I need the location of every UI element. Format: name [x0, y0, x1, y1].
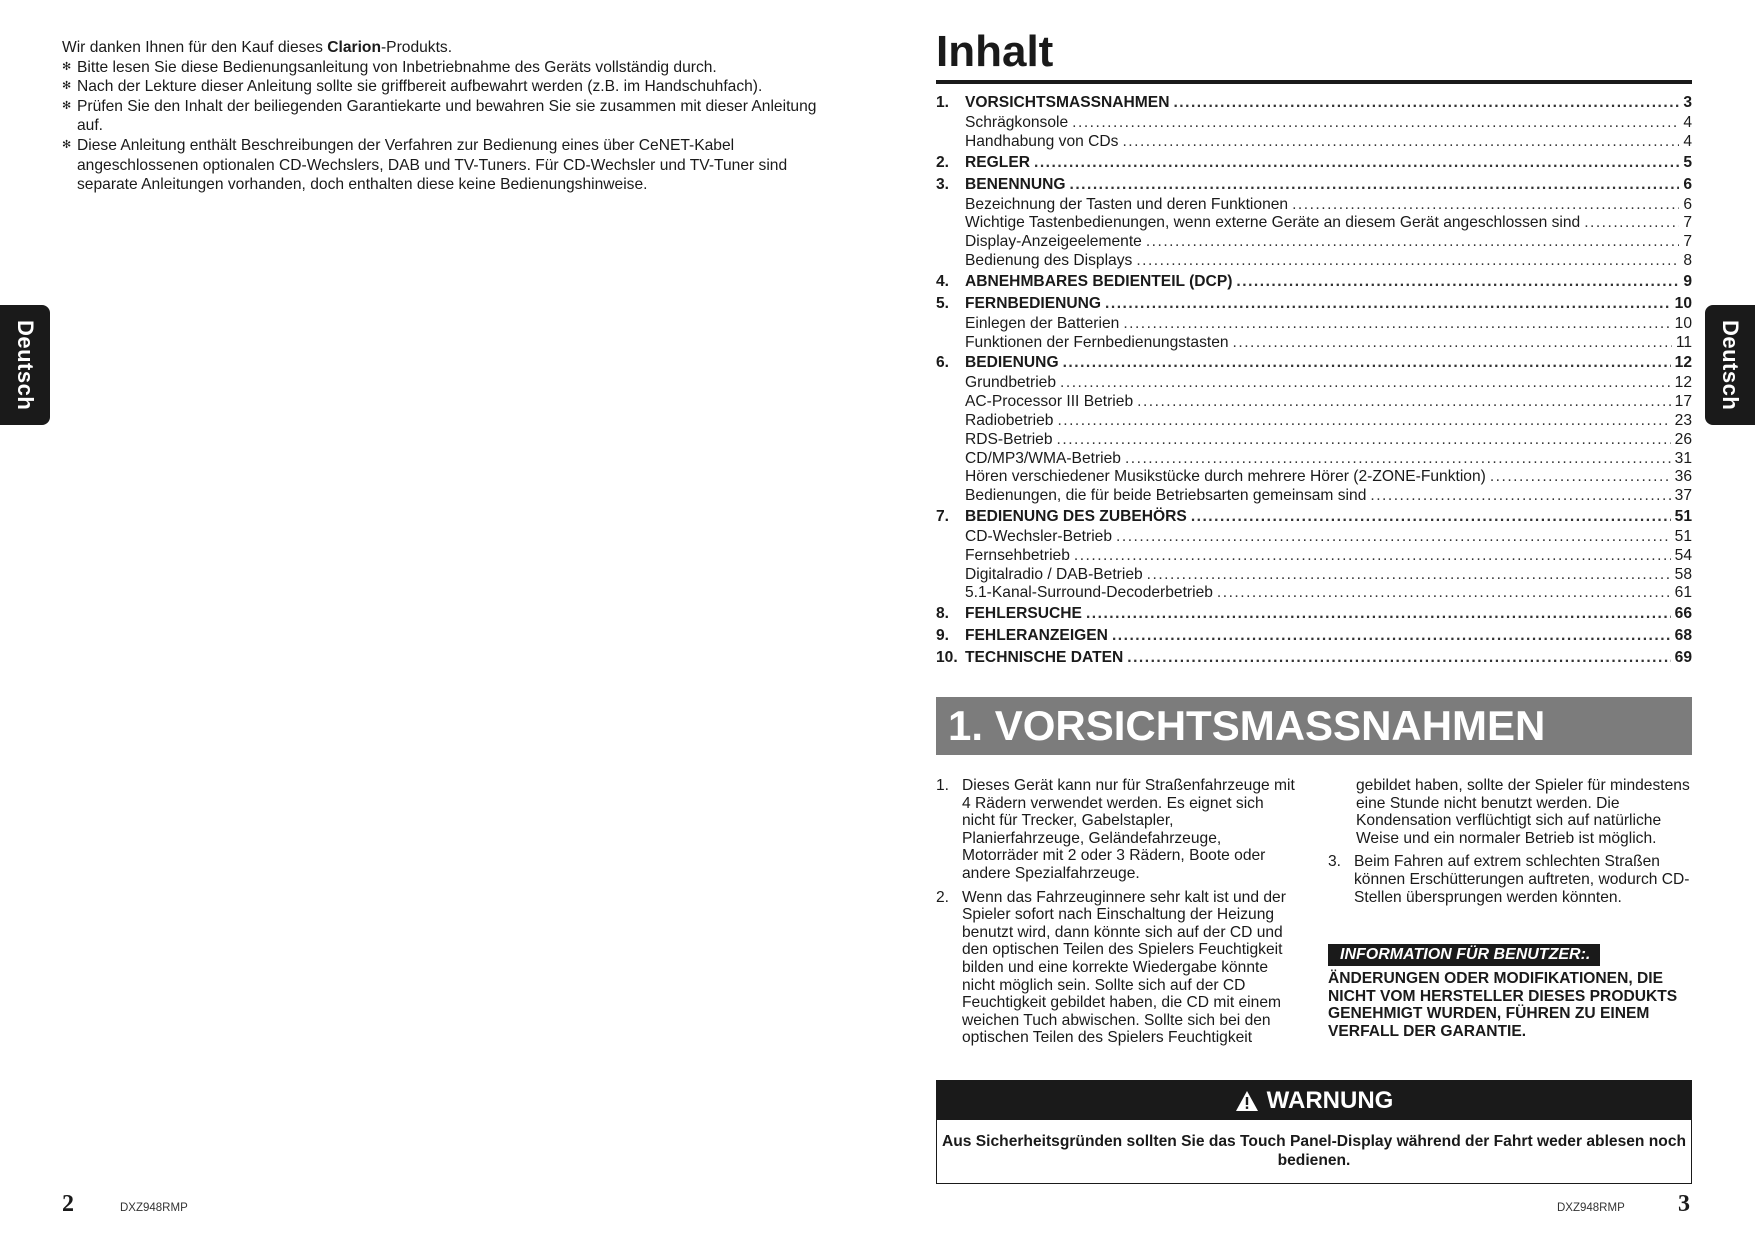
toc-leader-dots — [1086, 603, 1671, 625]
toc-leader-dots — [1191, 506, 1671, 528]
toc-page: 3 — [1683, 94, 1692, 111]
intro-bullet: ✻ Nach der Lekture dieser Anleitung sollte sie griffbereit aufbewahrt werden (z.B. im Handschuhfach). — [62, 78, 763, 96]
asterisk-icon: ✻ — [62, 60, 72, 73]
warning-triangle-icon — [1235, 1090, 1259, 1112]
toc-label: Grundbetrieb — [965, 374, 1057, 392]
toc-entry — [936, 315, 1692, 334]
toc-entry — [936, 393, 1692, 412]
user-information-label: INFORMATION FÜR BENUTZER:. — [1328, 944, 1600, 966]
toc-page: 4 — [1683, 114, 1692, 131]
toc-leader-dots — [1034, 152, 1679, 174]
toc-label: BEDIENUNG — [965, 354, 1059, 372]
toc-page: 26 — [1674, 430, 1692, 448]
toc-number: 3. — [936, 175, 950, 193]
warning-title: WARNUNG — [1266, 1086, 1394, 1114]
toc-entry — [936, 196, 1692, 215]
toc-label: Funktionen der Fernbedienungstasten — [965, 333, 1229, 351]
section-banner: 1. VORSICHTSMASSNAHMEN — [936, 697, 1692, 755]
toc-page: 7 — [1683, 233, 1692, 251]
toc-entry — [936, 431, 1692, 450]
toc-label: RDS-Betrieb — [965, 430, 1053, 448]
toc-entry — [936, 450, 1692, 469]
toc-leader-dots — [1123, 315, 1670, 334]
toc-label: FEHLERSUCHE — [965, 605, 1082, 623]
toc-leader-dots — [1233, 334, 1672, 353]
toc-page: 17 — [1674, 393, 1692, 411]
toc-page: 68 — [1674, 627, 1692, 645]
toc-page: 10 — [1674, 294, 1692, 312]
toc-label: Bedienung des Displays — [965, 251, 1133, 269]
toc-page: 5 — [1683, 153, 1692, 171]
toc-leader-dots — [1490, 468, 1671, 487]
toc-chapter — [936, 352, 1692, 374]
toc-label: AC-Processor III Betrieb — [965, 393, 1134, 411]
toc-label: Digitalradio / DAB-Betrieb — [965, 565, 1143, 583]
toc-label: 5.1-Kanal-Surround-Decoderbetrieb — [965, 584, 1213, 602]
warning-header — [937, 1081, 1691, 1120]
toc-page: 6 — [1683, 195, 1692, 213]
toc-chapter — [936, 174, 1692, 196]
toc-leader-dots — [1292, 196, 1679, 215]
toc-leader-dots — [1060, 374, 1671, 393]
toc-leader-dots — [1105, 293, 1671, 315]
toc-title-rule — [936, 80, 1692, 84]
model-number-left: DXZ948RMP — [120, 1202, 188, 1214]
toc-label: Hören verschiedener Musikstücke durch mehrere Hörer (2-ZONE-Funktion) — [965, 468, 1486, 486]
table-of-contents — [936, 92, 1692, 669]
toc-leader-dots — [1127, 647, 1670, 669]
toc-leader-dots — [1584, 214, 1679, 233]
precautions-column-left — [936, 777, 1296, 1053]
toc-entry — [936, 334, 1692, 353]
toc-label: TECHNISCHE DATEN — [965, 649, 1124, 667]
toc-label: Schrägkonsole — [965, 114, 1069, 131]
language-tab-left — [0, 305, 50, 425]
precautions-list-continued — [1328, 853, 1692, 906]
toc-chapter — [936, 293, 1692, 315]
toc-page: 7 — [1683, 214, 1692, 232]
list-item: 1. Dieses Gerät kann nur für Straßenfahrzeuge mit 4 Rädern verwendet werden. Es eignet sich nicht für Trecker, Gabelstapler, Planierfahrzeuge, Geländefahrzeuge, Motorräder mit 2 oder 3 Rädern, Boote oder andere Spezialfahrzeuge. — [936, 777, 1295, 882]
toc-entry — [936, 487, 1692, 506]
toc-label: VORSICHTSMASSNAHMEN — [965, 94, 1170, 111]
toc-page: 37 — [1674, 487, 1692, 505]
language-tab-label: Deutsch — [1718, 319, 1743, 411]
toc-chapter — [936, 152, 1692, 174]
toc-number: 7. — [936, 507, 950, 525]
toc-leader-dots — [1137, 393, 1671, 412]
toc-leader-dots — [1173, 92, 1679, 114]
asterisk-icon: ✻ — [62, 138, 72, 151]
toc-label: REGLER — [965, 153, 1030, 171]
toc-entry — [936, 233, 1692, 252]
toc-entry — [936, 584, 1692, 603]
toc-label: Bezeichnung der Tasten und deren Funktionen — [965, 195, 1289, 213]
toc-number: 2. — [936, 153, 950, 171]
toc-label: Fernsehbetrieb — [965, 546, 1070, 564]
toc-leader-dots — [1147, 566, 1671, 585]
toc-page: 51 — [1674, 527, 1692, 545]
toc-label: ABNEHMBARES BEDIENTEIL (DCP) — [965, 272, 1233, 290]
precautions-list — [936, 777, 1296, 1047]
toc-chapter — [936, 647, 1692, 669]
intro-bullet: ✻ Diese Anleitung enthält Beschreibungen der Verfahren zur Bedienung eines über CeNET-Kabel angeschlossenen optionalen CD-Wechslers, DAB und TV-Tuners. Für CD-Wechsler und TV-Tuner sind separate Anleitungen vorhanden, doch enthalten diese keine Bedienungshinweise. — [62, 136, 788, 194]
toc-leader-dots — [1063, 352, 1671, 374]
toc-page: 58 — [1674, 565, 1692, 583]
toc-label: Bedienungen, die für beide Betriebsarten gemeinsam sind — [965, 487, 1367, 505]
toc-leader-dots — [1116, 528, 1671, 547]
toc-entry — [936, 214, 1692, 233]
toc-page: 4 — [1683, 132, 1692, 150]
toc-page: 61 — [1674, 584, 1692, 602]
brand-name: Clarion — [327, 39, 381, 56]
intro-bullets — [62, 58, 832, 195]
precautions-column-right — [1328, 777, 1692, 1041]
toc-label: Radiobetrieb — [965, 411, 1054, 429]
toc-chapter — [936, 625, 1692, 647]
toc-leader-dots — [1074, 547, 1671, 566]
toc-leader-dots — [1072, 114, 1679, 133]
toc-entry — [936, 133, 1692, 152]
toc-number: 6. — [936, 354, 950, 372]
model-number-right: DXZ948RMP — [1557, 1202, 1625, 1214]
toc-leader-dots — [1057, 431, 1671, 450]
toc-label: FERNBEDIENUNG — [965, 294, 1102, 312]
toc-chapter — [936, 92, 1692, 114]
toc-number: 8. — [936, 605, 950, 623]
toc-label: Handhabung von CDs — [965, 132, 1119, 150]
toc-leader-dots — [1125, 450, 1671, 469]
toc-entry — [936, 374, 1692, 393]
toc-page: 6 — [1683, 175, 1692, 193]
toc-label: CD-Wechsler-Betrieb — [965, 527, 1113, 545]
toc-page: 36 — [1674, 468, 1692, 486]
list-item: 2. Wenn das Fahrzeuginnere sehr kalt ist und der Spieler sofort nach Einschaltung der Heizung benutzt wird, dann könnte sich auf der CD und den optischen Teilen des Spielers Feuchtigkeit bilden und eine korrekte Wiedergabe könnte nicht möglich sein. Sollte sich auf der CD Feuchtigkeit gebildet haben, die CD mit einem weichen Tuch abwischen. Sollte sich bei den optischen Teilen des Spielers Feuchtigkeit — [936, 888, 1286, 1047]
toc-label: Einlegen der Batterien — [965, 314, 1120, 332]
toc-chapter — [936, 271, 1692, 293]
toc-page: 12 — [1674, 354, 1692, 372]
toc-page: 66 — [1674, 605, 1692, 623]
toc-page: 54 — [1674, 546, 1692, 564]
toc-title: Inhalt — [936, 27, 1054, 76]
toc-number: 5. — [936, 294, 950, 312]
toc-entry — [936, 547, 1692, 566]
toc-page: 10 — [1674, 314, 1692, 332]
warning-box — [936, 1080, 1692, 1184]
toc-leader-dots — [1370, 487, 1670, 506]
list-item: 3. Beim Fahren auf extrem schlechten Straßen können Erschütterungen auftreten, wodurch CD-Stellen übersprungen werden könnten. — [1328, 853, 1690, 906]
list-item-continued: gebildet haben, sollte der Spieler für mindestens eine Stunde nicht benutzt werden. Die Kondensation verflüchtigt sich auf natürliche Weise und ein normaler Betrieb ist möglich. — [1356, 777, 1690, 847]
toc-page: 12 — [1674, 374, 1692, 392]
toc-number: 1. — [936, 94, 950, 111]
toc-entry — [936, 468, 1692, 487]
user-information-text: ÄNDERUNGEN ODER MODIFIKATIONEN, DIE NICHT VOM HERSTELLER DIESES PRODUKTS GENEHMIGT WURDEN, FÜHREN ZU EINEM VERFALL DER GARANTIE. — [1328, 970, 1678, 1040]
toc-leader-dots — [1146, 233, 1679, 252]
toc-page: 8 — [1683, 251, 1692, 269]
toc-leader-dots — [1136, 252, 1679, 271]
toc-page: 51 — [1674, 507, 1692, 525]
language-tab-right — [1705, 305, 1755, 425]
toc-label: FEHLERANZEIGEN — [965, 627, 1108, 645]
intro-bullet: ✻ Bitte lesen Sie diese Bedienungsanleitung von Inbetriebnahme des Geräts vollständig durch. — [62, 58, 717, 76]
toc-entry — [936, 114, 1692, 133]
toc-page: 11 — [1675, 333, 1692, 351]
toc-entry — [936, 252, 1692, 271]
toc-label: Display-Anzeigeelemente — [965, 233, 1142, 251]
toc-entry — [936, 566, 1692, 585]
asterisk-icon: ✻ — [62, 80, 72, 93]
toc-entry — [936, 412, 1692, 431]
language-tab-label: Deutsch — [13, 319, 38, 411]
toc-leader-dots — [1112, 625, 1671, 647]
toc-page: 31 — [1674, 449, 1692, 467]
toc-label: BENENNUNG — [965, 175, 1066, 193]
toc-leader-dots — [1057, 412, 1670, 431]
toc-label: Wichtige Tastenbedienungen, wenn externe Geräte an diesem Gerät angeschlossen sind — [965, 214, 1581, 232]
toc-entry — [936, 528, 1692, 547]
asterisk-icon: ✻ — [62, 99, 72, 112]
toc-page: 69 — [1674, 649, 1692, 667]
toc-number: 9. — [936, 627, 950, 645]
toc-leader-dots — [1236, 271, 1679, 293]
intro-text — [62, 38, 832, 195]
toc-leader-dots — [1070, 174, 1680, 196]
page-number-right: 3 — [1678, 1191, 1690, 1217]
toc-number: 10. — [936, 649, 958, 667]
toc-label: BEDIENUNG DES ZUBEHÖRS — [965, 507, 1187, 525]
toc-number: 4. — [936, 272, 950, 290]
toc-label: CD/MP3/WMA-Betrieb — [965, 449, 1121, 467]
toc-chapter — [936, 603, 1692, 625]
intro-bullet: ✻ Prüfen Sie den Inhalt der beiliegenden Garantiekarte und bewahren Sie sie zusammen mit dieser Anleitung auf. — [62, 97, 817, 135]
warning-text: Aus Sicherheitsgründen sollten Sie das Touch Panel-Display während der Fahrt weder ablesen noch bedienen. — [941, 1133, 1687, 1169]
page-number-left: 2 — [62, 1191, 74, 1217]
toc-chapter — [936, 506, 1692, 528]
toc-leader-dots — [1217, 584, 1671, 603]
intro-thanks: Wir danken Ihnen für den Kauf dieses Clarion-Produkts. — [62, 39, 453, 56]
toc-page: 9 — [1683, 272, 1692, 290]
toc-page: 23 — [1674, 411, 1692, 429]
toc-leader-dots — [1122, 133, 1679, 152]
